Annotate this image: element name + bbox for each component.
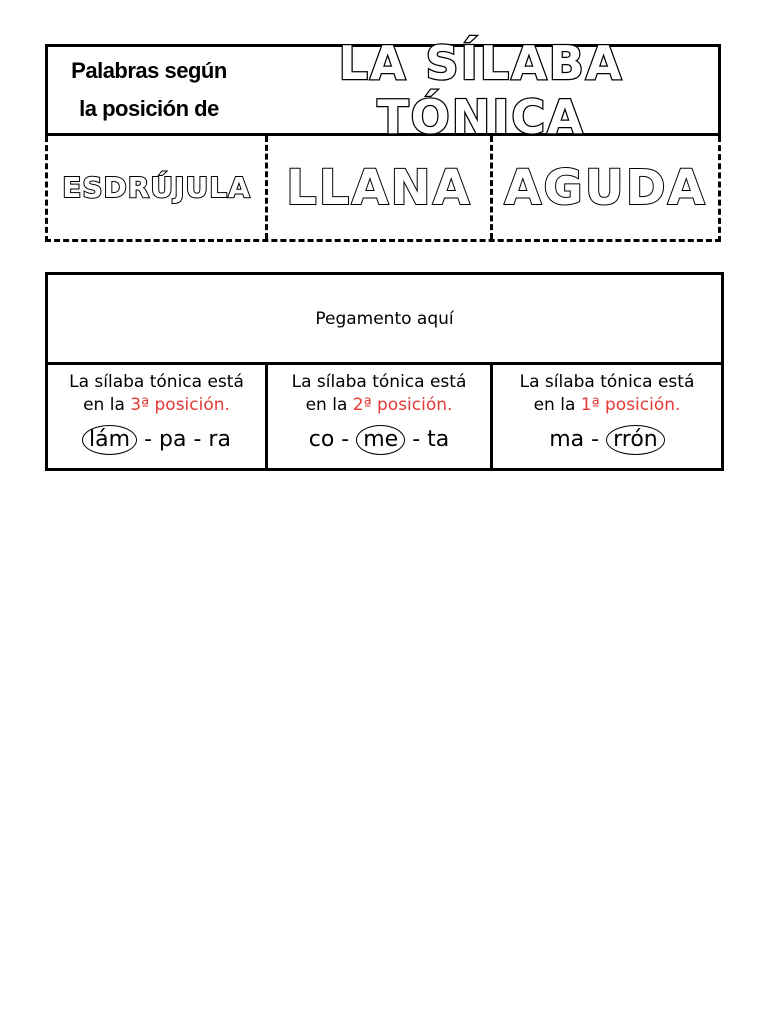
tonic-syllable: rrón <box>606 425 665 455</box>
title-main: LA SÍLABA TÓNICA <box>338 36 624 144</box>
syllable: pa <box>159 427 187 452</box>
cell-position: 1ª posición. <box>580 395 681 415</box>
explanation-cells <box>48 365 721 468</box>
title-box <box>45 36 721 144</box>
flap-esdrujula: ESDRÚJULA <box>48 136 268 239</box>
cell-line2 <box>48 394 265 417</box>
syllable: co <box>308 427 335 452</box>
syllable: ta <box>427 427 450 452</box>
cell-llana <box>268 365 493 468</box>
tonic-syllable: me <box>356 425 405 455</box>
cell-line2 <box>268 394 490 417</box>
cell-esdrujula <box>48 365 268 468</box>
cell-line2-prefix: en la <box>305 395 353 415</box>
glue-area: Pegamento aquí <box>48 275 721 365</box>
cut-flaps <box>45 136 721 242</box>
title-subtitle-line1: Palabras según <box>71 58 227 83</box>
syllable: ra <box>208 427 231 452</box>
tonic-syllable: lám <box>82 425 137 455</box>
flap-aguda: AGUDA <box>504 159 707 216</box>
cell-line1: La sílaba tónica está <box>519 372 695 392</box>
example-word <box>493 425 721 455</box>
flap-llana: LLANA <box>268 136 493 239</box>
syllable-separator: - <box>591 427 600 452</box>
cell-line1: La sílaba tónica está <box>69 372 244 392</box>
cell-aguda <box>493 365 721 468</box>
syllable-separator: - <box>193 427 202 452</box>
syllable: ma <box>549 427 585 452</box>
base-card <box>45 272 724 471</box>
example-word <box>268 425 490 455</box>
cell-line2-prefix: en la <box>533 395 581 415</box>
example-word <box>48 425 265 455</box>
cell-line1: La sílaba tónica está <box>291 372 467 392</box>
syllable-separator: - <box>144 427 153 452</box>
cell-line2 <box>493 394 721 417</box>
cell-line2-prefix: en la <box>83 395 131 415</box>
syllable-separator: - <box>341 427 350 452</box>
cell-position: 3ª posición. <box>130 395 230 415</box>
cell-position: 2ª posición. <box>352 395 453 415</box>
title-subtitle <box>48 52 244 128</box>
syllable-separator: - <box>412 427 421 452</box>
title-subtitle-line2: la posición de <box>79 96 219 121</box>
